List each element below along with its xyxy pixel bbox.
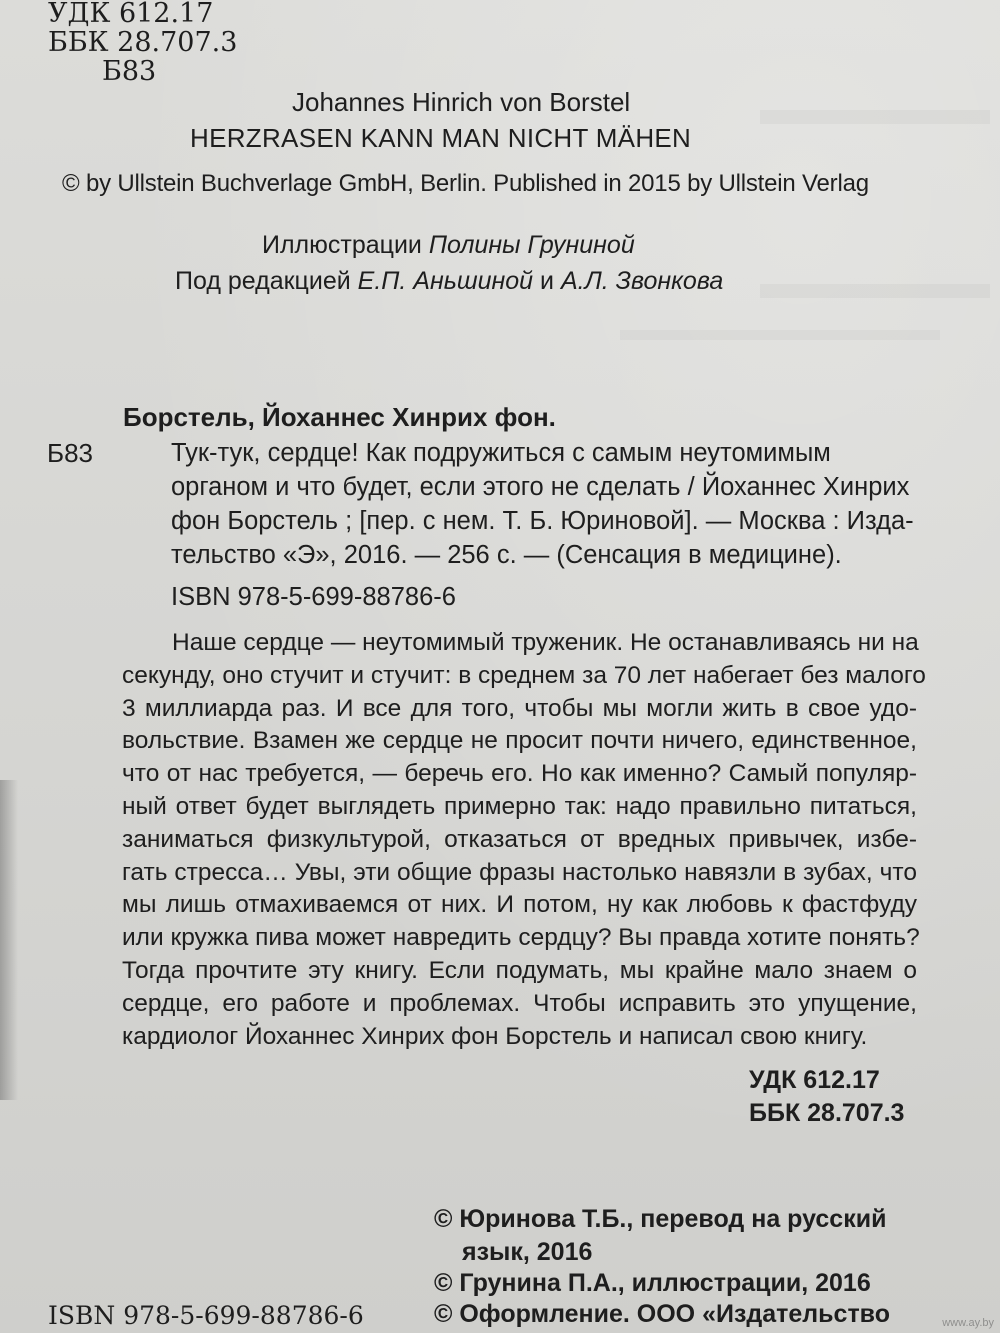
illustrator-name: Полины Груниной <box>428 231 635 259</box>
annotation-line: Тогда прочтите эту книгу. Если подумать, мы крайне мало знаем о <box>122 956 917 984</box>
illustrations-copyright: © Грунина П.А., иллюстрации, 2016 <box>434 1269 871 1297</box>
annotation-line: мы лишь отмахиваемся от них. И потом, ну как любовь к фастфуду <box>122 891 917 919</box>
annotation-line: или кружка пива может навредить сердцу? Вы правда хотите понять? <box>122 924 920 952</box>
design-copyright: © Оформление. ООО «Издательство <box>434 1300 890 1328</box>
isbn-bottom: ISBN 978-5-699-88786-6 <box>48 1301 364 1330</box>
editors-conjunction: и <box>533 267 561 295</box>
editors-credit <box>175 265 723 297</box>
bbk-code: ББК 28.707.3 <box>48 27 238 58</box>
udk-code: УДК 612.17 <box>48 0 214 29</box>
annotation-line: секунду, оно стучит и стучит: в среднем за 70 лет набегает без малого <box>122 661 926 689</box>
catalog-author-sign: Б83 <box>47 438 93 468</box>
show-through-shape <box>620 330 940 400</box>
bbk-code-bottom: ББК 28.707.3 <box>749 1099 905 1127</box>
editor-name-2: А.Л. Звонкова <box>560 267 724 295</box>
annotation-line: гать стресса… Увы, эти общие фразы настолько навязли в зубах, что <box>122 858 917 886</box>
annotation-line: 3 миллиарда раз. И все для того, чтобы мы могли жить в свое удо- <box>122 694 917 722</box>
illustrations-label: Иллюстрации <box>262 231 429 259</box>
annotation-line: вольствие. Взамен же сердце не просит почти ничего, единственное, <box>122 727 917 755</box>
editor-name-1: Е.П. Аньшиной <box>357 267 534 295</box>
page-edge-shadow <box>0 780 18 1100</box>
watermark: www.ay.by <box>942 1317 994 1329</box>
illustrations-credit <box>262 229 635 261</box>
annotation-line: кардиолог Йоханнес Хинрих фон Борстель и написал свою книгу. <box>122 1022 868 1050</box>
catalog-description-line: тельство «Э», 2016. — 256 с. — (Сенсация в медицине). <box>171 541 842 569</box>
catalog-description <box>171 436 916 572</box>
catalog-description-line: органом и что будет, если этого не сделать / Йоханнес Хинрих <box>171 473 910 501</box>
catalog-description-line: фон Борстель ; [пер. с нем. Т. Б. Юриновой]. — Москва : Изда- <box>171 507 914 535</box>
annotation-line: заниматься физкультурой, отказаться от вредных привычек, избе- <box>122 825 917 853</box>
annotation-line: Наше сердце — неутомимый труженик. Не останавливаясь ни на <box>172 629 919 656</box>
catalog-description-line: Тук-тук, сердце! Как подружиться с самым неутомимым <box>171 439 831 467</box>
annotation-line: ный ответ будет выглядеть примерно так: надо правильно питаться, <box>122 792 917 820</box>
show-through-shape <box>760 110 990 298</box>
translation-copyright: © Юринова Т.Б., перевод на русский <box>434 1205 887 1233</box>
author-sign: Б83 <box>102 56 157 87</box>
catalog-isbn: ISBN 978-5-699-88786-6 <box>171 583 456 611</box>
annotation <box>122 627 926 1053</box>
editors-label: Под редакцией <box>175 267 358 295</box>
annotation-line: что от нас требуется, — беречь его. Но как именно? Самый популяр- <box>122 760 917 788</box>
udk-code-bottom: УДК 612.17 <box>749 1066 880 1094</box>
original-copyright: © by Ullstein Buchverlage GmbH, Berlin. Published in 2015 by Ullstein Verlag <box>62 170 869 197</box>
translation-copyright-cont: язык, 2016 <box>462 1238 593 1266</box>
original-title: HERZRASEN KANN MAN NICHT MÄHEN <box>190 123 692 153</box>
annotation-line: сердце, его работе и проблемах. Чтобы исправить это упущение, <box>122 989 917 1017</box>
original-author: Johannes Hinrich von Borstel <box>292 87 631 117</box>
catalog-author-heading: Борстель, Йоханнес Хинрих фон. <box>123 402 556 432</box>
